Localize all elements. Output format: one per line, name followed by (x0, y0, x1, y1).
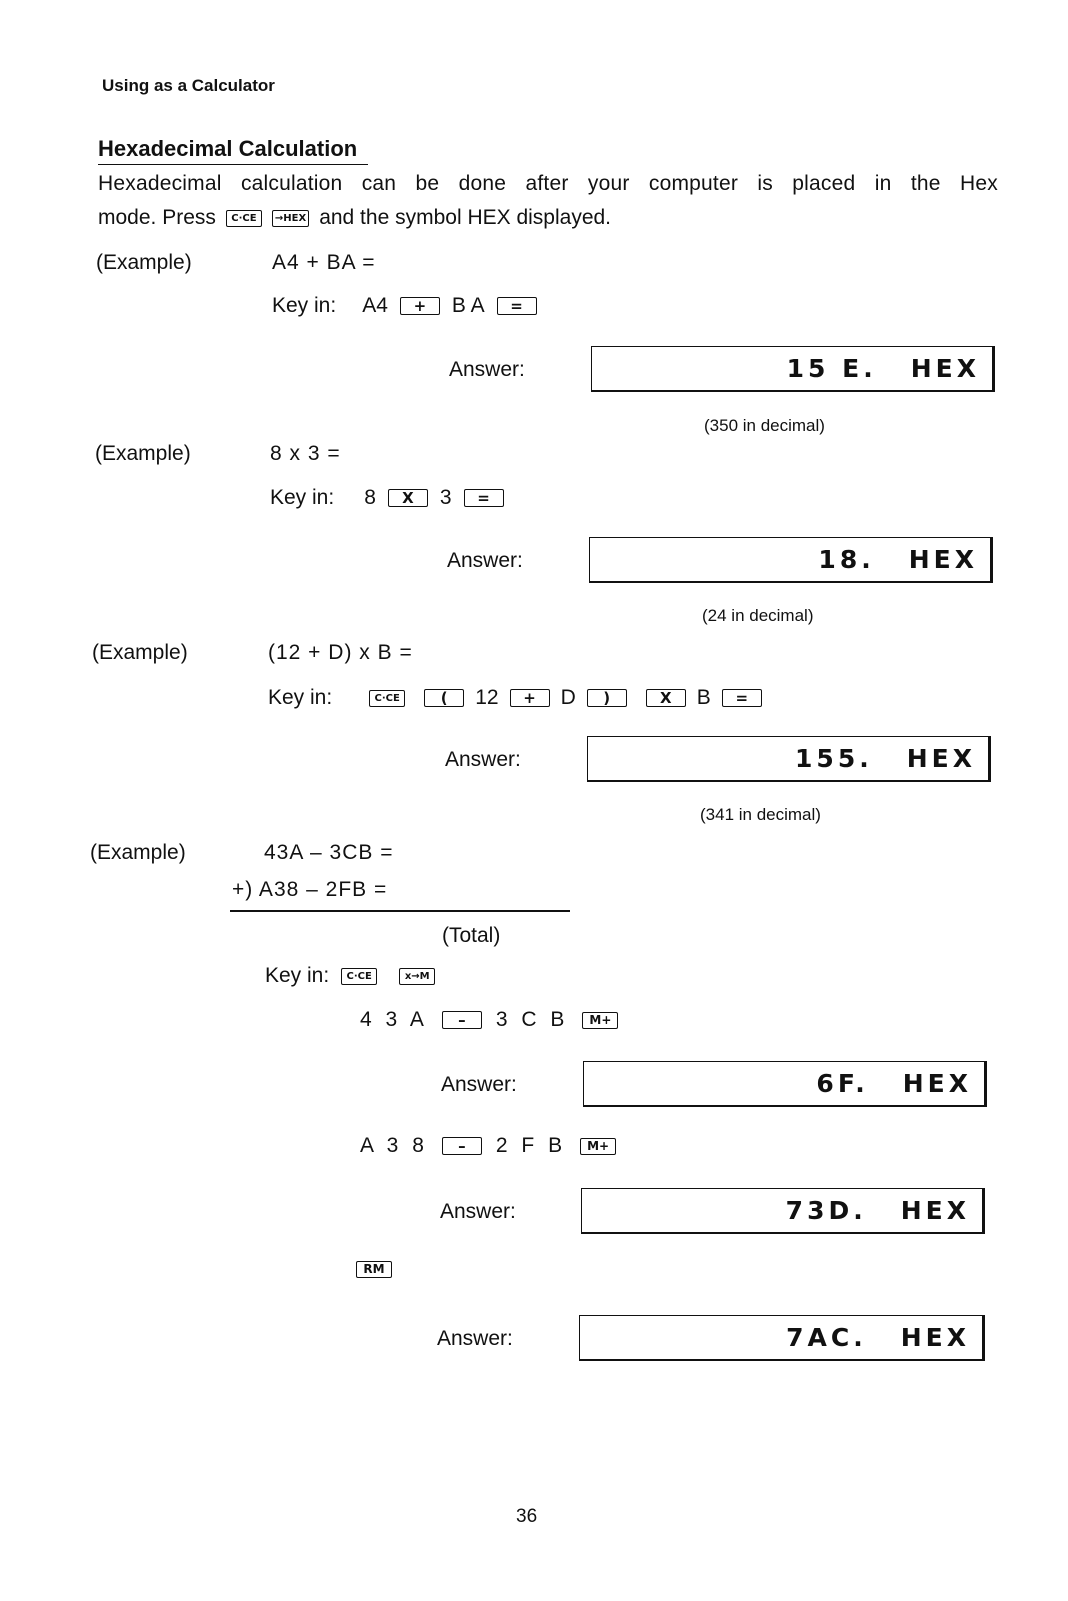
example-label: (Example) (92, 641, 188, 664)
section-title-underline (98, 164, 368, 165)
answer-label: Answer: (449, 358, 525, 381)
lcd-display (589, 537, 993, 583)
example-equation: (12 + D) x B = (268, 641, 413, 664)
example-equation: 8 x 3 = (270, 442, 341, 465)
example-label: (Example) (96, 251, 192, 274)
key-in-line: Key in: 8 X 3 = (270, 486, 504, 510)
key-to-hex-icon: →HEX (272, 210, 309, 227)
decimal-note: (350 in decimal) (704, 416, 825, 435)
lcd-display (583, 1061, 987, 1107)
key-minus-icon: – (442, 1137, 482, 1155)
running-header: Using as a Calculator (102, 76, 275, 95)
key-rm-icon: RM (356, 1261, 392, 1278)
display-value: 155. (795, 744, 873, 773)
key-c-ce-icon: C·CE (341, 968, 377, 985)
key-equals-icon: = (464, 489, 504, 507)
lcd-display (579, 1315, 985, 1361)
key-multiply-icon: X (646, 689, 686, 707)
key-x-to-m-icon: x→M (399, 968, 435, 985)
decimal-note: (24 in decimal) (702, 606, 814, 625)
hex-indicator: HEX (900, 1323, 970, 1352)
lcd-display (587, 736, 991, 782)
key-plus-icon: + (400, 297, 440, 315)
key-open-paren-icon: ( (424, 689, 464, 707)
example-label: (Example) (90, 841, 186, 864)
answer-label: Answer: (445, 748, 521, 771)
example-equation: A4 + BA = (272, 251, 376, 274)
example-label: (Example) (95, 442, 191, 465)
display-value: 15 E. (786, 354, 877, 383)
key-equals-icon: = (497, 297, 537, 315)
hex-indicator: HEX (910, 354, 980, 383)
example-equation-line-2: +) A38 – 2FB = (232, 878, 388, 901)
key-m-plus-icon: M+ (580, 1138, 616, 1155)
answer-label: Answer: (441, 1073, 517, 1096)
key-in-line: Key in: A4 + B A = (272, 294, 537, 318)
key-sequence-1: 4 3 A – 3 C B M+ (360, 1008, 618, 1032)
key-in-line: Key in: C·CE ( 12 + D ) X B = (268, 686, 762, 710)
page-number: 36 (516, 1506, 538, 1527)
intro-line-2: mode. Press C·CE →HEX and the symbol HEX displayed. (98, 206, 612, 229)
hex-indicator: HEX (906, 744, 976, 773)
hex-indicator: HEX (902, 1069, 972, 1098)
key-multiply-icon: X (388, 489, 428, 507)
display-value: 6F. (816, 1069, 869, 1098)
total-label: (Total) (442, 924, 501, 947)
key-minus-icon: – (442, 1011, 482, 1029)
hex-indicator: HEX (900, 1196, 970, 1225)
key-m-plus-icon: M+ (582, 1012, 618, 1029)
key-in-line: Key in: C·CE x→M (265, 964, 435, 988)
intro-line-1: Hexadecimal calculation can be done after your computer is placed in the Hex (98, 172, 998, 195)
display-value: 73D. (785, 1196, 867, 1225)
section-title: Hexadecimal Calculation (98, 136, 358, 161)
lcd-display (591, 346, 995, 392)
key-sequence-2: A 3 8 – 2 F B M+ (360, 1134, 616, 1158)
key-close-paren-icon: ) (587, 689, 627, 707)
hex-indicator: HEX (908, 545, 978, 574)
answer-label: Answer: (440, 1200, 516, 1223)
key-sequence-3 (356, 1261, 392, 1278)
key-plus-icon: + (510, 689, 550, 707)
lcd-display (581, 1188, 985, 1234)
answer-label: Answer: (437, 1327, 513, 1350)
key-c-ce-icon: C·CE (369, 690, 405, 707)
key-c-ce-icon: C·CE (226, 210, 262, 227)
sum-rule (230, 910, 570, 912)
key-equals-icon: = (722, 689, 762, 707)
display-value: 18. (818, 545, 875, 574)
decimal-note: (341 in decimal) (700, 805, 821, 824)
example-equation-line-1: 43A – 3CB = (264, 841, 394, 864)
display-value: 7AC. (786, 1323, 867, 1352)
answer-label: Answer: (447, 549, 523, 572)
